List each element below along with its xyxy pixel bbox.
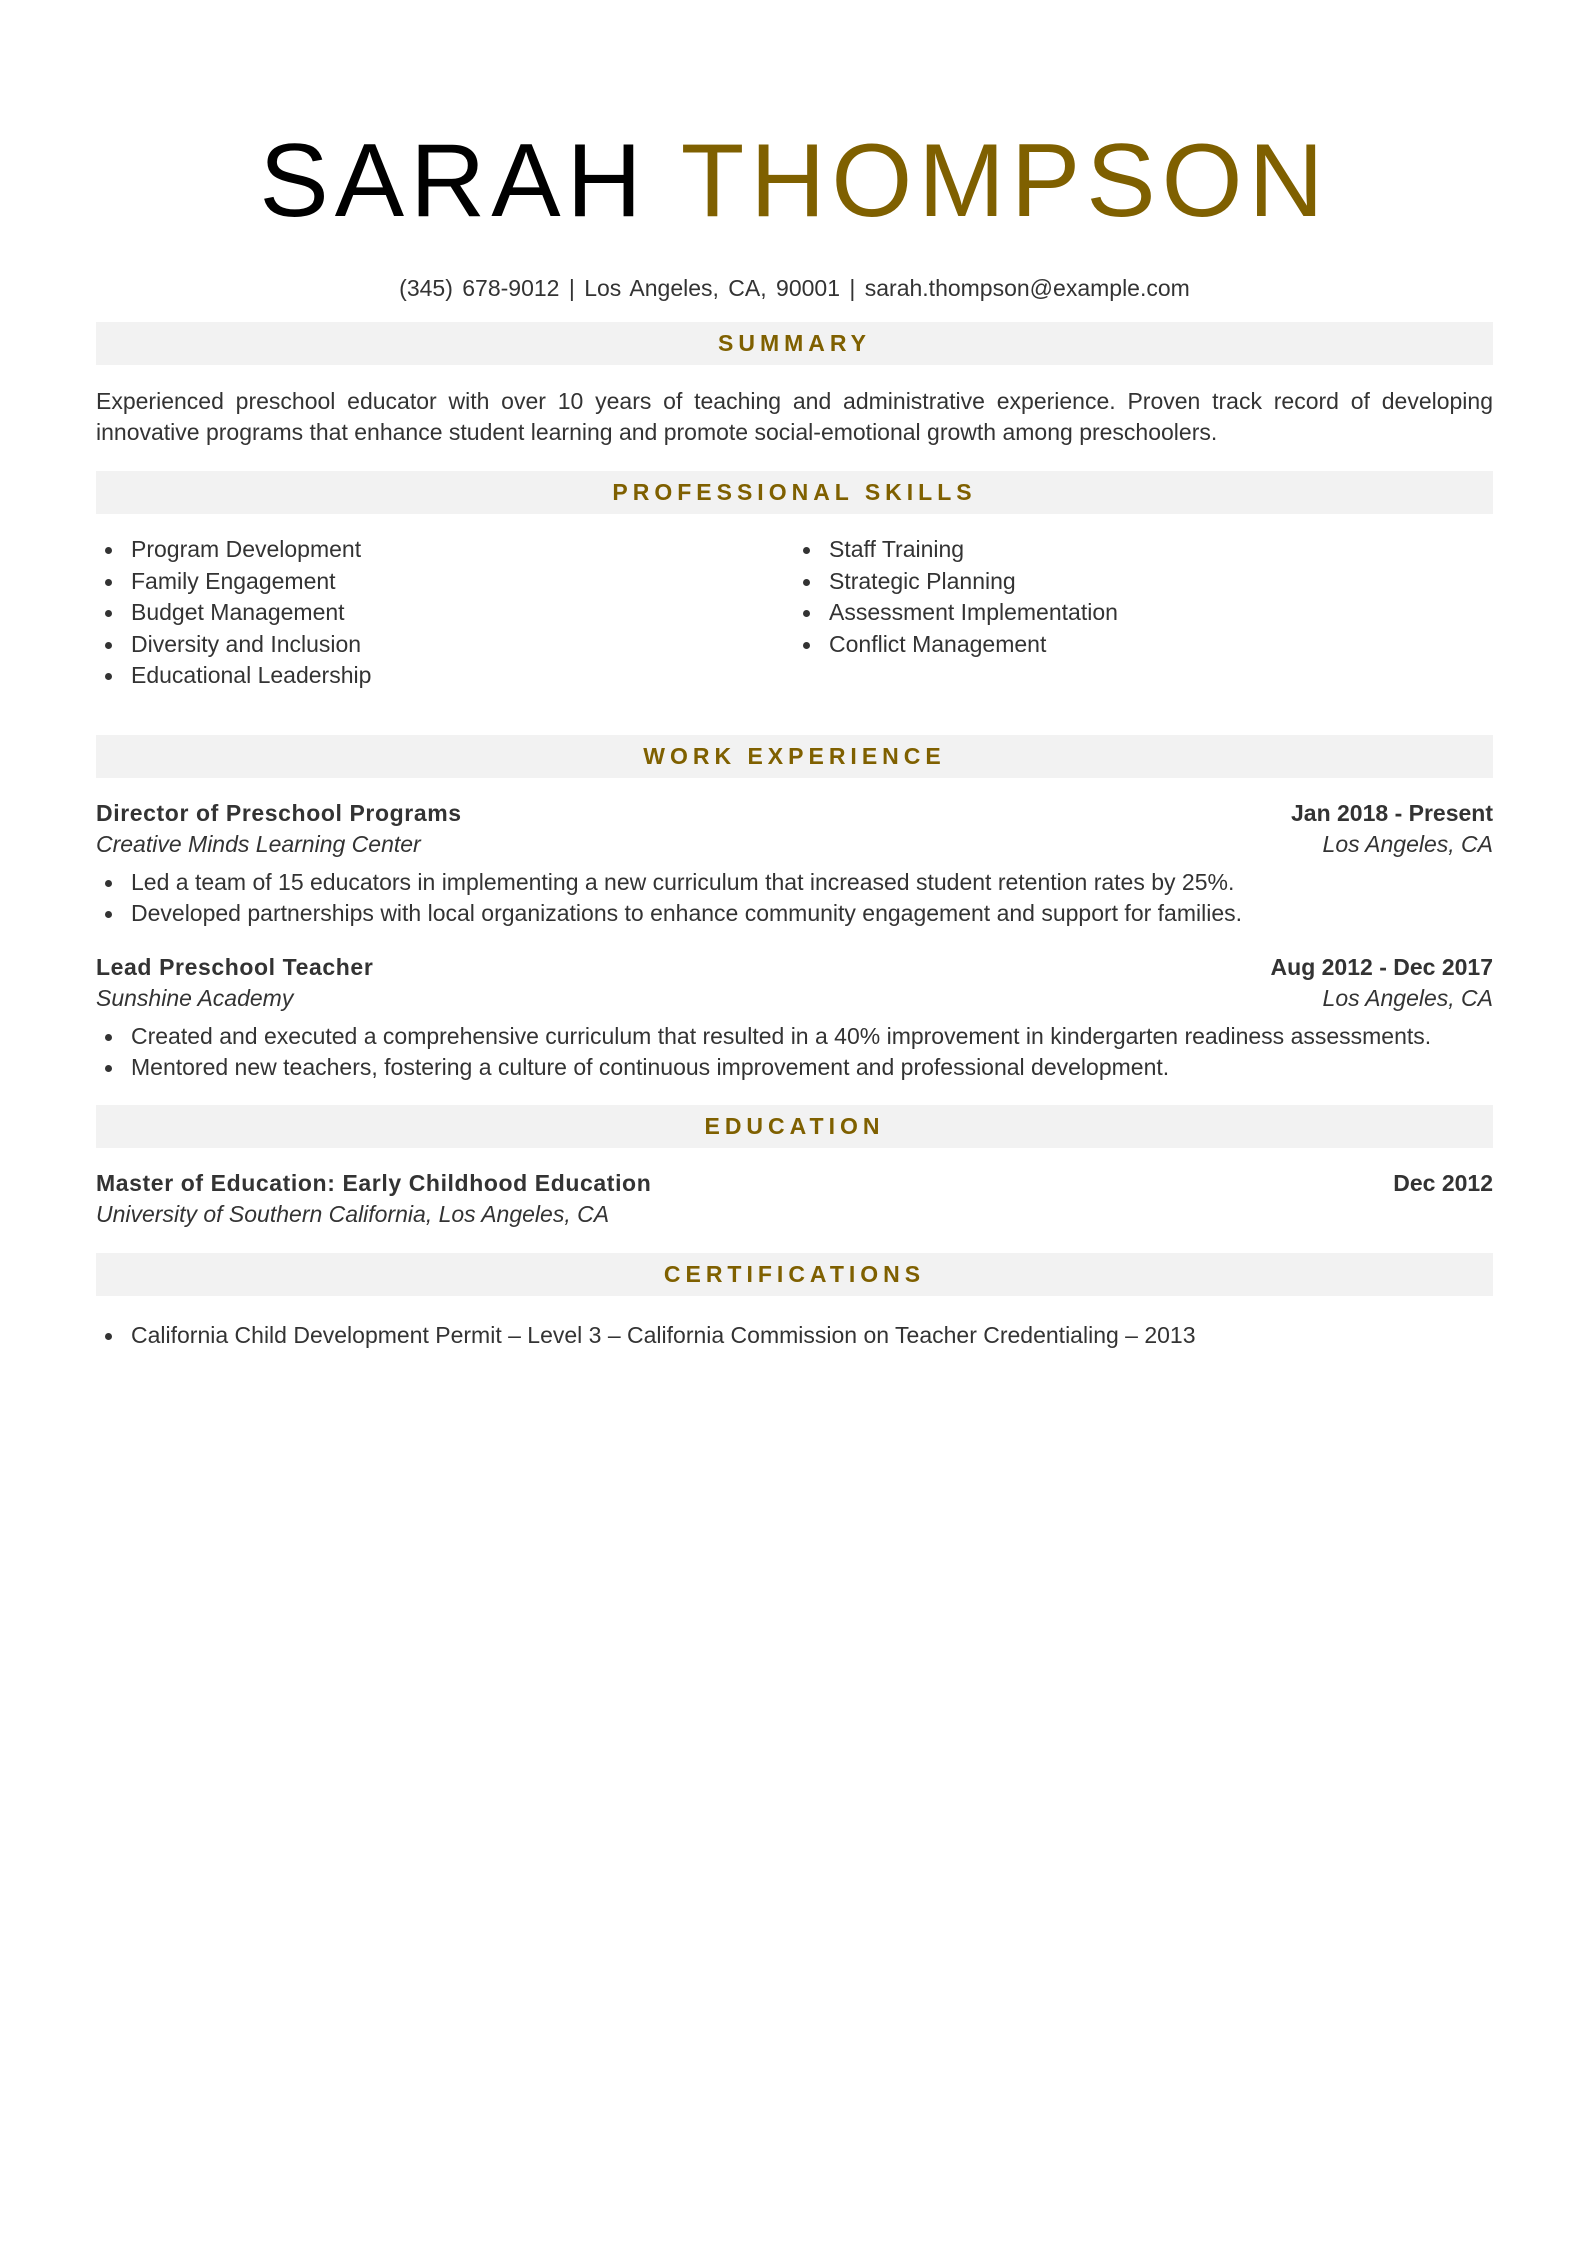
resume-page <box>96 0 1493 1351</box>
job-bullet: Developed partnerships with local organizations to enhance community engagement and support for families. <box>96 898 1493 930</box>
skill-item: Budget Management <box>96 597 794 629</box>
job-entry <box>96 798 1493 930</box>
first-name: SARAH <box>259 123 648 239</box>
job-title-row <box>96 952 1493 984</box>
education-degree-row <box>96 1168 1493 1200</box>
job-dates: Jan 2018 - Present <box>1290 799 1493 826</box>
job-bullet: Created and executed a comprehensive curriculum that resulted in a 40% improvement in kindergarten readiness assessments. <box>96 1021 1493 1053</box>
job-company-row <box>96 983 1493 1015</box>
skills-left-list <box>96 534 794 692</box>
skill-item: Diversity and Inclusion <box>96 629 794 661</box>
education-school: University of Southern California, Los Angeles, CA <box>96 1201 610 1227</box>
skill-item: Educational Leadership <box>96 660 794 692</box>
job-bullet: Mentored new teachers, fostering a culture of continuous improvement and professional development. <box>96 1052 1493 1084</box>
education-entry <box>96 1168 1493 1231</box>
job-company: Creative Minds Learning Center <box>96 831 421 857</box>
skills-heading: PROFESSIONAL SKILLS <box>96 471 1493 514</box>
skill-item: Program Development <box>96 534 794 566</box>
summary-heading: SUMMARY <box>96 322 1493 365</box>
skills-columns <box>96 534 1493 692</box>
job-bullets <box>96 867 1493 930</box>
skills-right-list <box>794 534 1492 692</box>
certification-item: California Child Development Permit – Level 3 – California Commission on Teacher Credentialing – 2013 <box>96 1320 1493 1352</box>
skill-item: Assessment Implementation <box>794 597 1492 629</box>
certifications-heading: CERTIFICATIONS <box>96 1253 1493 1296</box>
last-name: THOMPSON <box>680 123 1330 239</box>
job-company: Sunshine Academy <box>96 985 294 1011</box>
job-title: Lead Preschool Teacher <box>96 953 374 980</box>
certifications-list <box>96 1320 1493 1352</box>
job-dates: Aug 2012 - Dec 2017 <box>1270 953 1493 980</box>
job-location: Los Angeles, CA <box>1322 985 1493 1011</box>
experience-heading: WORK EXPERIENCE <box>96 735 1493 778</box>
job-bullets <box>96 1021 1493 1084</box>
education-heading: EDUCATION <box>96 1105 1493 1148</box>
job-bullet: Led a team of 15 educators in implementing a new curriculum that increased student retention rates by 25%. <box>96 867 1493 899</box>
candidate-name <box>96 123 1493 239</box>
job-company-row <box>96 829 1493 861</box>
job-title: Director of Preschool Programs <box>96 799 462 826</box>
skill-item: Strategic Planning <box>794 566 1492 598</box>
job-title-row <box>96 798 1493 830</box>
education-date: Dec 2012 <box>1393 1169 1493 1196</box>
summary-text: Experienced preschool educator with over 10 years of teaching and administrative experience. Proven track record of developing innovative programs that enhance student learning and promote social-emotional growth among preschoolers. <box>96 388 1493 445</box>
education-school-row <box>96 1199 1493 1231</box>
skill-item: Family Engagement <box>96 566 794 598</box>
education-degree: Master of Education: Early Childhood Education <box>96 1169 652 1196</box>
job-location: Los Angeles, CA <box>1322 831 1493 857</box>
contact-line: (345) 678-9012 | Los Angeles, CA, 90001 | sarah.thompson@example.com <box>399 275 1190 301</box>
skill-item: Staff Training <box>794 534 1492 566</box>
skill-item: Conflict Management <box>794 629 1492 661</box>
job-entry <box>96 952 1493 1084</box>
